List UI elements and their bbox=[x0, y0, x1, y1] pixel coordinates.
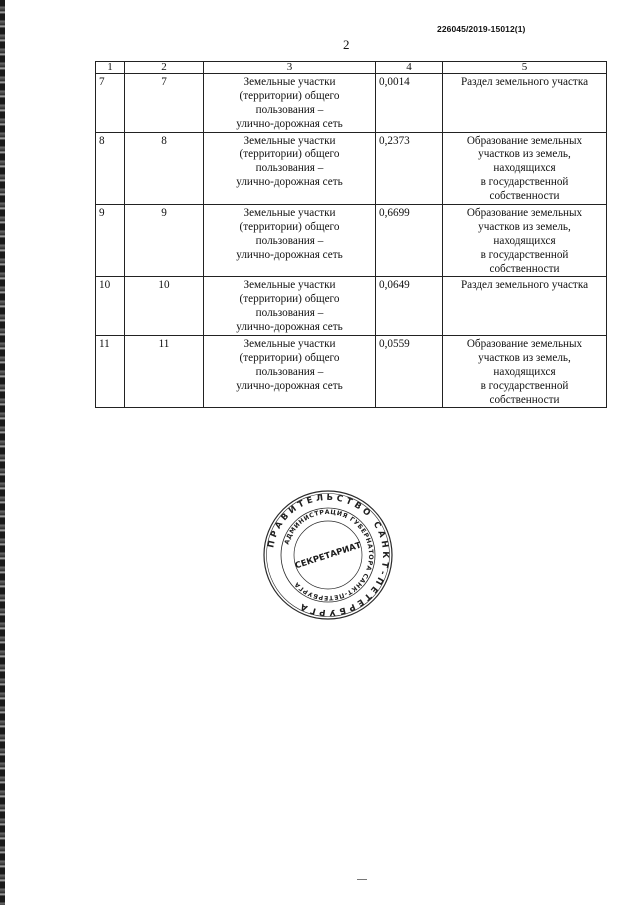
area-cell: 0,0649 bbox=[376, 277, 443, 336]
plot-number-cell: 10 bbox=[125, 277, 204, 336]
land-category-cell-line: улично-дорожная сеть bbox=[236, 176, 343, 189]
land-category-cell-line: (территории) общего bbox=[239, 89, 340, 102]
formation-method-cell-line: в государственной bbox=[480, 176, 569, 189]
stamp-inner-text: АДМИНИСТРАЦИЯ ГУБЕРНАТОРА САНКТ-ПЕТЕРБУРГА bbox=[283, 508, 375, 602]
land-category-cell bbox=[204, 277, 376, 336]
area-cell: 0,0014 bbox=[376, 74, 443, 133]
land-category-cell-line: (территории) общего bbox=[239, 293, 340, 306]
land-category-cell-line: улично-дорожная сеть bbox=[236, 321, 343, 334]
formation-method-cell-line: Раздел земельного участка bbox=[460, 279, 589, 292]
area-cell: 0,2373 bbox=[376, 132, 443, 204]
land-category-cell-line: пользования – bbox=[255, 365, 324, 378]
land-category-cell-line: (территории) общего bbox=[239, 220, 340, 233]
row-number-cell: 9 bbox=[96, 205, 125, 277]
formation-method-cell-line: собственности bbox=[489, 190, 560, 203]
land-category-cell-line: Земельные участки bbox=[243, 338, 336, 351]
plot-number-cell: 7 bbox=[125, 74, 204, 133]
table-row bbox=[96, 336, 607, 408]
formation-method-cell-line: находящихся bbox=[493, 162, 556, 175]
land-category-cell-line: Земельные участки bbox=[243, 76, 336, 88]
table-row bbox=[96, 205, 607, 277]
area-cell: 0,0559 bbox=[376, 336, 443, 408]
column-header-1: 1 bbox=[96, 62, 125, 74]
table-body bbox=[96, 74, 607, 408]
table-row bbox=[96, 74, 607, 133]
formation-method-cell-line: находящихся bbox=[493, 234, 556, 247]
formation-method-cell-line: находящихся bbox=[493, 365, 556, 378]
formation-method-cell-line: в государственной bbox=[480, 379, 569, 392]
formation-method-cell-line: в государственной bbox=[480, 248, 569, 261]
formation-method-cell-line: участков из земель, bbox=[478, 148, 571, 161]
land-category-cell-line: пользования – bbox=[255, 307, 324, 320]
formation-method-cell-line: участков из земель, bbox=[478, 351, 571, 364]
column-header-3: 3 bbox=[204, 62, 376, 74]
land-category-cell-line: (территории) общего bbox=[239, 351, 340, 364]
row-number-cell: 8 bbox=[96, 132, 125, 204]
formation-method-cell bbox=[443, 74, 607, 133]
row-number-cell: 11 bbox=[96, 336, 125, 408]
land-category-cell-line: пользования – bbox=[255, 103, 324, 116]
formation-method-cell-line: Образование земельных bbox=[466, 134, 583, 147]
formation-method-cell-line: Образование земельных bbox=[466, 338, 583, 351]
table-row bbox=[96, 132, 607, 204]
official-stamp bbox=[262, 489, 394, 621]
formation-method-cell bbox=[443, 336, 607, 408]
formation-method-cell-line: Образование земельных bbox=[466, 207, 583, 220]
land-category-cell bbox=[204, 74, 376, 133]
formation-method-cell-line: Раздел земельного участка bbox=[460, 76, 589, 88]
land-category-cell-line: улично-дорожная сеть bbox=[236, 248, 343, 261]
column-header-4: 4 bbox=[376, 62, 443, 74]
land-category-cell-line: пользования – bbox=[255, 234, 324, 247]
land-category-cell-line: Земельные участки bbox=[243, 279, 336, 292]
land-category-cell-line: Земельные участки bbox=[243, 134, 336, 147]
land-category-cell bbox=[204, 205, 376, 277]
formation-method-cell-line: собственности bbox=[489, 262, 560, 275]
column-header-2: 2 bbox=[125, 62, 204, 74]
row-number-cell: 7 bbox=[96, 74, 125, 133]
formation-method-cell bbox=[443, 205, 607, 277]
land-category-cell-line: улично-дорожная сеть bbox=[236, 379, 343, 392]
column-header-5: 5 bbox=[443, 62, 607, 74]
formation-method-cell-line: собственности bbox=[489, 393, 560, 406]
plot-number-cell: 11 bbox=[125, 336, 204, 408]
table-row bbox=[96, 277, 607, 336]
footer-mark bbox=[357, 879, 367, 880]
formation-method-cell bbox=[443, 277, 607, 336]
page-number: 2 bbox=[343, 37, 350, 52]
scan-edge bbox=[0, 0, 5, 905]
land-plots-table bbox=[95, 61, 607, 408]
land-category-cell bbox=[204, 336, 376, 408]
area-cell: 0,6699 bbox=[376, 205, 443, 277]
stamp-outer-text: ПРАВИТЕЛЬСТВО САНКТ-ПЕТЕРБУРГА bbox=[266, 492, 391, 618]
land-category-cell-line: улично-дорожная сеть bbox=[236, 117, 343, 130]
formation-method-cell-line: участков из земель, bbox=[478, 220, 571, 233]
plot-number-cell: 8 bbox=[125, 132, 204, 204]
table-header-row bbox=[96, 62, 607, 74]
land-category-cell-line: пользования – bbox=[255, 162, 324, 175]
formation-method-cell bbox=[443, 132, 607, 204]
land-category-cell-line: Земельные участки bbox=[243, 207, 336, 220]
land-category-cell bbox=[204, 132, 376, 204]
document-number: 226045/2019-15012(1) bbox=[437, 24, 526, 34]
row-number-cell: 10 bbox=[96, 277, 125, 336]
land-category-cell-line: (территории) общего bbox=[239, 148, 340, 161]
plot-number-cell: 9 bbox=[125, 205, 204, 277]
stamp-center-text: СЕКРЕТАРИАТ bbox=[293, 540, 363, 572]
